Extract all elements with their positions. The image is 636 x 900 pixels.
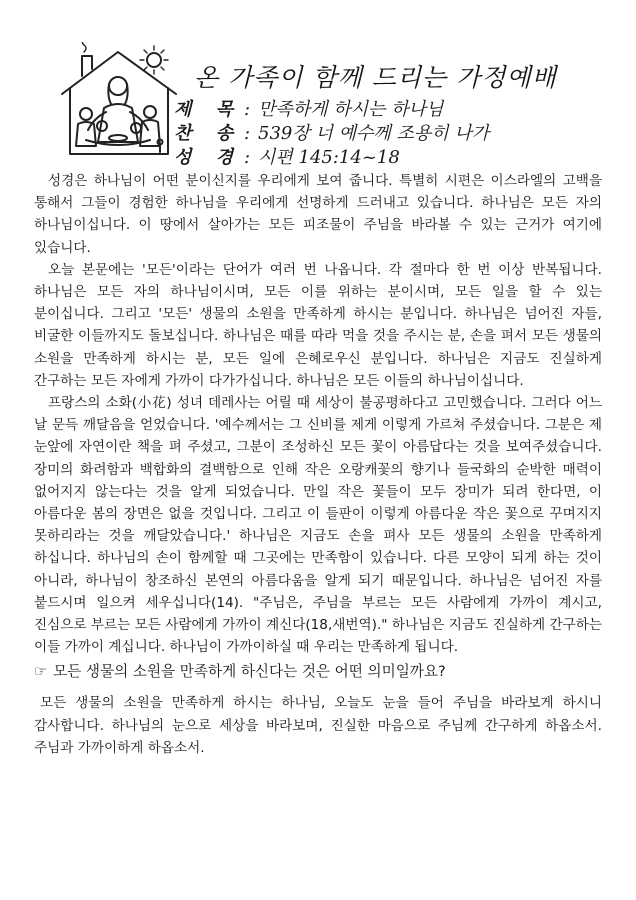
topic-colon: : [244, 99, 251, 120]
discussion-question [34, 660, 602, 684]
paragraph-all: 오늘 본문에는 '모든'이라는 단어가 여러 번 나옵니다. 각 절마다 한 번 이상 반복됩니다. 하나님은 모든 자의 하나님이시며, 모든 이를 위하는 분이시며, 모든 일을 할 수 있는 분이십니다. 그리고 '모든' 생물의 소원을 만족하게 하시는 분입니다. 하나님은 넘어진 자들, 비굴한 이들까지도 돌보십니다. 하나님은 때를 따라 먹을 것을 주시는 분, 손을 펴서 모든 생물의 소원을 만족하게 하시는 분, 모든 일에 은혜로우신 분입니다. 하나님은 지금도 진실하게 간구하는 모든 자에게 가까이 다가가십니다. 하나님은 모든 이들의 하나님이십니다. [34, 261, 602, 389]
paragraph-therese: 프랑스의 소화(小花) 성녀 데레사는 어릴 때 세상이 불공평하다고 고민했습니다. 그러다 어느 날 문득 깨달음을 얻었습니다. '예수께서는 그 신비를 제게 이렇게 가르쳐 주셨습니다. 그분은 제 눈앞에 자연이란 책을 펴 주셨고, 그분이 조성하신 모든 꽃이 아름답다는 것을 보여주셨습니다. 장미의 화려함과 백합화의 결백함으로 인해 작은 오랑캐꽃의 향기나 들국화의 순박한 매력이 없어지지 않는다는 것을 알게 되었습니다. 만일 작은 꽃들이 모두 장미가 되려 한다면, 이 아름다운 봄의 장면은 없을 것입니다. 그리고 이 들판이 이렇게 아름다운 작은 꽃으로 꾸며지지 못하리라는 것을 깨달았습니다.' 하나님은 지금도 손을 펴사 모든 생물의 소원을 만족하게 하십니다. 하나님의 손이 함께할 때 그곳에는 만족함이 있습니다. 다른 모양이 되게 하는 것이 아니라, 하나님이 창조하신 본연의 아름다움을 알게 되기 때문입니다. 하나님은 넘어진 자를 붙드시며 일으켜 세우십니다(14). "주님은, 주님을 부르는 모든 사람에게 가까이 계시고, 진심으로 부르는 모든 사람에게 가까이 계신다(18,새번역)." 하나님은 지금도 진실하게 간구하는 이들 가까이 계십니다. 하나님이 가까이하실 때 우리는 만족하게 됩니다. [34, 395, 602, 656]
sermon-body [34, 170, 602, 759]
scripture-value: 시편 145:14~18 [258, 147, 400, 168]
scripture-colon: : [244, 147, 251, 168]
topic-label: 제 목 [174, 99, 243, 120]
hymn-colon: : [244, 123, 251, 144]
closing-prayer: 모든 생물의 소원을 만족하게 하시는 하나님, 오늘도 눈을 들어 주님을 바라보게 하시니 감사합니다. 하나님의 눈으로 세상을 바라보며, 진실한 마음으로 주님께 간구하게 하옵소서. 주님과 가까이하게 하옵소서. [34, 695, 602, 756]
topic-value: 만족하게 하시는 하나님 [258, 99, 444, 120]
hymn-label: 찬 송 [174, 123, 243, 144]
pointing-hand-icon: ☞ [34, 663, 48, 681]
paragraph-intro: 성경은 하나님이 어떤 분이신지를 우리에게 보여 줍니다. 특별히 시편은 이스라엘의 고백을 통해서 그들이 경험한 하나님을 우리에게 선명하게 드러내고 있습니다. 하나님은 모든 자의 하나님이십니다. 이 땅에서 살아가는 모든 피조물이 주님을 바라볼 수 있는 근거가 여기에 있습니다. [34, 173, 602, 256]
header [56, 42, 616, 168]
scripture-label: 성 경 [174, 147, 243, 168]
page-title: 온 가족이 함께 드리는 가정예배 [194, 63, 557, 92]
family-house-illustration-icon [56, 42, 184, 160]
scripture-row [174, 146, 489, 170]
hymn-row [174, 122, 489, 146]
topic-row [174, 98, 489, 122]
question-text: 모든 생물의 소원을 만족하게 하신다는 것은 어떤 의미일까요? [53, 663, 446, 681]
service-info [174, 98, 489, 170]
hymn-value: 539장 너 예수께 조용히 나가 [258, 123, 490, 144]
